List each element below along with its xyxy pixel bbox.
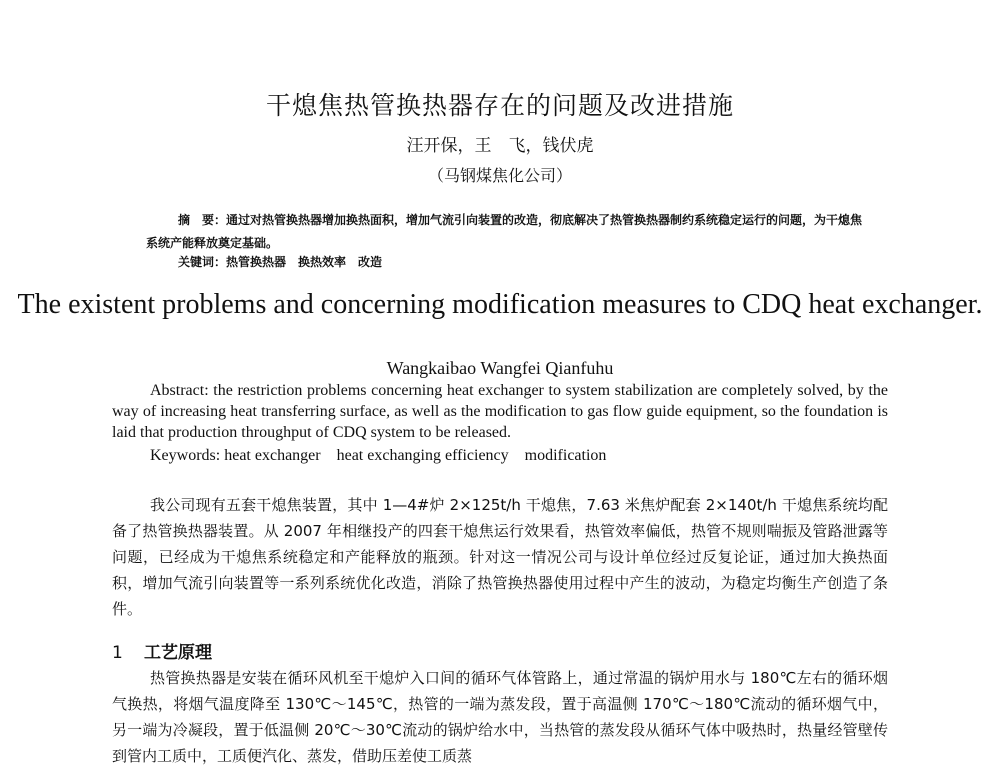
english-title: The existent problems and concerning modification measures to CDQ heat exchanger. (17, 289, 983, 320)
english-keywords: Keywords: heat exchanger heat exchanging efficiency modification (150, 447, 607, 464)
chinese-keywords: 关键词：热管换热器 换热效率 改造 (178, 255, 383, 269)
chinese-title: 干熄焦热管换热器存在的问题及改进措施 (265, 91, 734, 120)
section-heading (112, 638, 212, 663)
english-abstract: Abstract: the restriction problems concerning heat exchanger to system stabilization are completely solved, by the way of increasing heat transferring surface, as well as the modification to gas flow guide equipment, so the foundation is laid that production throughput of CDQ system to be released. (112, 382, 888, 441)
chinese-affiliation: （马钢煤焦化公司） (427, 166, 572, 185)
chinese-authors: 汪开保，王 飞，钱伏虎 (406, 136, 594, 156)
section-title: 工艺原理 (144, 643, 212, 663)
english-authors: Wangkaibao Wangfei Qianfuhu (386, 358, 614, 378)
section-number: 1 (112, 643, 123, 663)
intro-paragraph: 我公司现有五套干熄焦装置，其中 1—4#炉 2×125t/h 干熄焦，7.63 米焦炉配套 2×140t/h 干熄焦系统均配备了热管换热器装置。从 2007 年相继投产的四套干熄焦运行效果看，热管效率偏低，热管不规则喘振及管路泄露等问题，已经成为干熄焦系统稳定和产能释放的瓶颈。针对这一情况公司与设计单位经过反复论证，通过加大换热面积，增加气流引向装置等一系列系统优化改造，消除了热管换热器使用过程中产生的波动，为稳定均衡生产创造了条件。 (112, 496, 888, 618)
chinese-abstract: 摘 要：通过对热管换热器增加换热面积，增加气流引向装置的改造，彻底解决了热管换热器制约系统稳定运行的问题，为干熄焦系统产能释放奠定基础。 (146, 213, 863, 250)
process-principle-paragraph: 热管换热器是安装在循环风机至干熄炉入口间的循环气体管路上，通过常温的锅炉用水与 180℃左右的循环烟气换热，将烟气温度降至 130℃～145℃，热管的一端为蒸发段，置于高温侧 170℃～180℃流动的循环烟气中，另一端为冷凝段，置于低温侧 20℃～30℃流动的锅炉给水中，当热管的蒸发段从循环气体中吸热时，热量经管壁传到管内工质中，工质便汽化、蒸发，借助压差使工质蒸 (112, 669, 888, 765)
